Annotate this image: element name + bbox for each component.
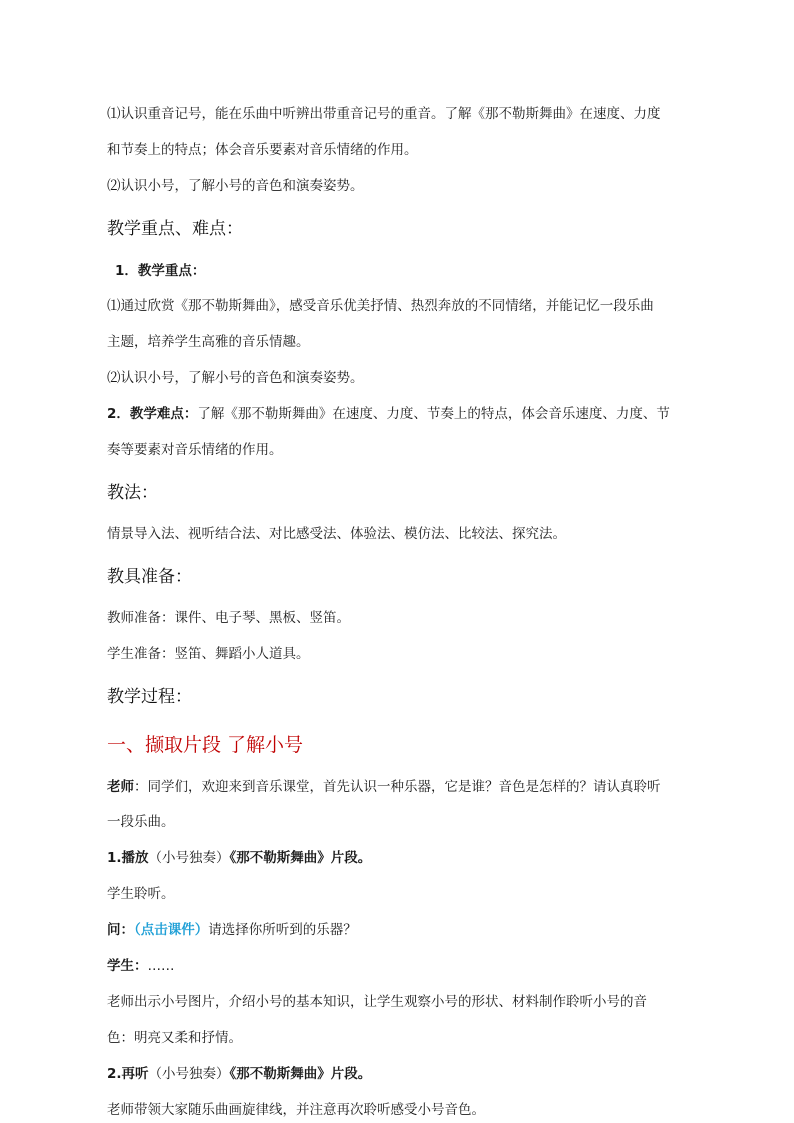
tools-heading: 教具准备：: [107, 567, 192, 587]
objective-1-line-1: ⑴认识重音记号，能在乐曲中听辨出带重音记号的重音。了解《那不勒斯舞曲》在速度、力度: [107, 106, 661, 122]
step-1-paren: （小号独奏）: [148, 850, 230, 866]
methods-text: 情景导入法、视听结合法、对比感受法、体验法、模仿法、比较法、探究法。: [107, 526, 566, 542]
key-points-subheading: 1．教学重点：: [115, 263, 206, 279]
teacher-show-line-2: 色：明亮又柔和抒情。: [107, 1030, 242, 1046]
step-1-title: 《那不勒斯舞曲》片段。: [229, 850, 372, 866]
teacher-lead: 老师带领大家随乐曲画旋律线，并注意再次聆听感受小号音色。: [107, 1102, 485, 1118]
student-prep: 学生准备：竖笛、舞蹈小人道具。: [107, 646, 310, 662]
process-heading: 教学过程：: [107, 687, 192, 707]
student-label: 学生：: [107, 958, 148, 974]
difficulty-label: 2．教学难点：: [107, 406, 198, 422]
teacher-intro-line-2: 一段乐曲。: [107, 814, 175, 830]
teacher-label: 老师: [107, 779, 134, 795]
step-2: [107, 1065, 371, 1083]
teacher-intro-text: ：同学们，欢迎来到音乐课堂，首先认识一种乐器，它是谁？音色是怎样的？请认真聆听: [134, 779, 661, 795]
step-1-number: 1.播放: [107, 850, 149, 866]
question-line: [107, 921, 357, 939]
question-text: 请选择你所听到的乐器？: [208, 922, 357, 938]
student-listen: 学生聆听。: [107, 886, 175, 902]
section-1-title: 一、撷取片段 了解小号: [107, 734, 304, 756]
difficulty-text: 了解《那不勒斯舞曲》在速度、力度、节奏上的特点，体会音乐速度、力度、节: [197, 406, 670, 422]
student-answer-text: ……: [147, 958, 175, 974]
student-answer: [107, 957, 175, 975]
click-courseware-link: （点击课件）: [134, 922, 209, 938]
question-label: 问：: [107, 922, 134, 938]
step-2-title: 《那不勒斯舞曲》片段。: [229, 1066, 372, 1082]
objective-1-line-2: 和节奏上的特点；体会音乐要素对音乐情绪的作用。: [107, 142, 418, 158]
key-points-heading: 教学重点、难点：: [107, 219, 243, 239]
difficulty-line-2: 奏等要素对音乐情绪的作用。: [107, 442, 283, 458]
teacher-intro-line-1: [107, 778, 661, 796]
key-point-1-line-1: ⑴通过欣赏《那不勒斯舞曲》，感受音乐优美抒情、热烈奔放的不同情绪，并能记忆一段乐曲: [107, 298, 654, 314]
methods-heading: 教法：: [107, 483, 158, 503]
key-point-1-line-2: 主题，培养学生高雅的音乐情趣。: [107, 334, 310, 350]
difficulty-line-1: [107, 405, 670, 423]
key-point-2: ⑵认识小号，了解小号的音色和演奏姿势。: [107, 370, 364, 386]
step-1: [107, 849, 371, 867]
step-2-paren: （小号独奏）: [148, 1066, 230, 1082]
teacher-prep: 教师准备：课件、电子琴、黑板、竖笛。: [107, 610, 350, 626]
objective-2: ⑵认识小号，了解小号的音色和演奏姿势。: [107, 178, 364, 194]
step-2-number: 2.再听: [107, 1066, 149, 1082]
teacher-show-line-1: 老师出示小号图片，介绍小号的基本知识，让学生观察小号的形状、材料制作聆听小号的音: [107, 994, 647, 1010]
